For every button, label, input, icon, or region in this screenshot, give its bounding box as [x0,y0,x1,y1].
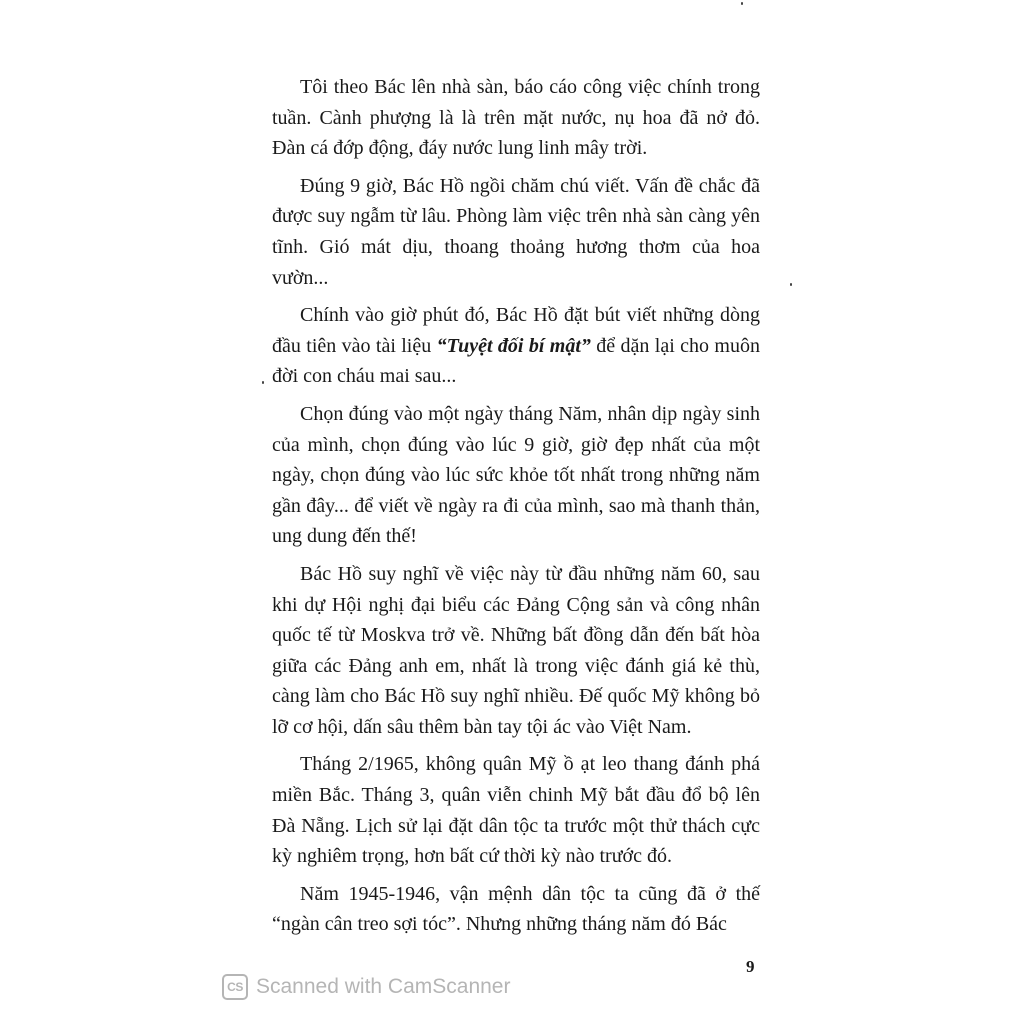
paragraph-7: Năm 1945-1946, vận mệnh dân tộc ta cũng đã ở thế “ngàn cân treo sợi tóc”. Nhưng những tháng năm đó Bác [272,882,760,936]
paragraph-4: Chọn đúng vào một ngày tháng Năm, nhân dịp ngày sinh của mình, chọn đúng vào lúc 9 giờ, giờ đẹp nhất của một ngày, chọn đúng vào lúc sức khỏe tốt nhất trong những năm gần đây... để viết về ngày ra đi của mình, sao mà thanh thản, ung dung đến thế! [272,402,760,548]
camscanner-watermark [222,974,510,1000]
camscanner-logo-icon: CS [222,974,248,1000]
paragraph-3 [272,300,760,392]
paragraph-5: Bác Hồ suy nghĩ về việc này từ đầu những năm 60, sau khi dự Hội nghị đại biểu các Đảng Cộng sản và công nhân quốc tế từ Moskva trở về. Những bất đồng dẫn đến bất hòa giữa các Đảng anh em, nhất là trong việc đánh giá kẻ thù, càng làm cho Bác Hồ suy nghĩ nhiều. Đế quốc Mỹ không bỏ lỡ cơ hội, dấn sâu thêm bàn tay tội ác vào Việt Nam. [272,562,760,738]
paragraph-3-after: để dặn lại cho muôn đời con cháu mai sau... [272,334,760,388]
paragraph-1: Tôi theo Bác lên nhà sàn, báo cáo công việc chính trong tuần. Cành phượng là là trên mặt nước, nụ hoa đã nở đỏ. Đàn cá đớp động, đáy nước lung linh mây trời. [272,76,760,160]
scan-speck [262,381,264,384]
body-text [272,72,760,947]
paragraph-6: Tháng 2/1965, không quân Mỹ ồ ạt leo thang đánh phá miền Bắc. Tháng 3, quân viễn chinh Mỹ bắt đầu đổ bộ lên Đà Nẵng. Lịch sử lại đặt dân tộc ta trước một thử thách cực kỳ nghiêm trọng, hơn bất cứ thời kỳ nào trước đó. [272,753,760,868]
document-title-emphasis: “Tuyệt đối bí mật” [436,334,591,357]
paragraph-2: Đúng 9 giờ, Bác Hồ ngồi chăm chú viết. Vấn đề chắc đã được suy ngẫm từ lâu. Phòng làm việc trên nhà sàn càng yên tĩnh. Gió mát dịu, thoang thoảng hương thơm của hoa vườn... [272,174,760,289]
scan-speck [741,2,743,5]
page-number: 9 [746,957,755,976]
scan-speck [790,283,792,286]
watermark-text: Scanned with CamScanner [256,975,511,998]
paragraph-3-before: Chính vào giờ phút đó, Bác Hồ đặt bút viết những dòng đầu tiên vào tài liệu [272,304,760,357]
